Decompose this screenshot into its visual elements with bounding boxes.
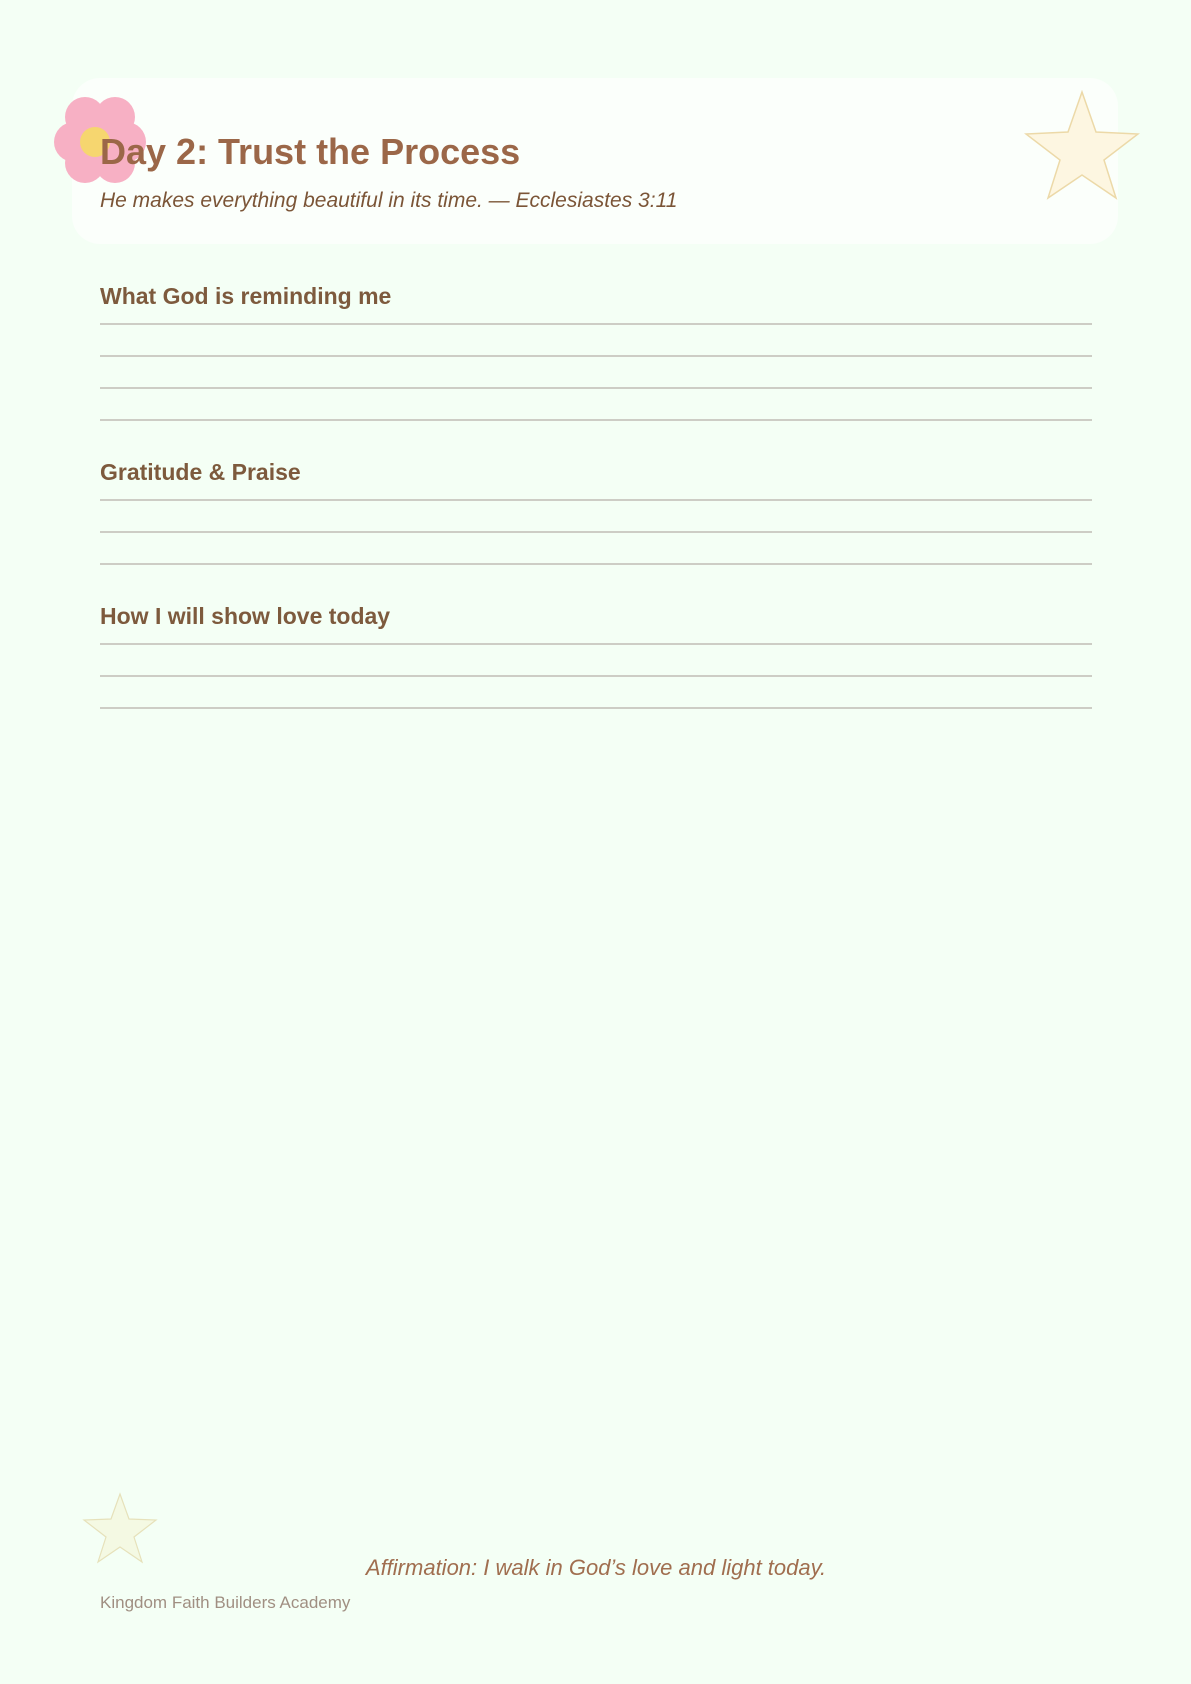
writing-line[interactable] <box>100 563 1092 565</box>
writing-line[interactable] <box>100 387 1092 389</box>
organization-name: Kingdom Faith Builders Academy <box>100 1593 351 1612</box>
section-reminder <box>100 282 1092 310</box>
page-title: Day 2: Trust the Process <box>100 131 521 172</box>
section-title: What God is reminding me <box>100 283 392 309</box>
writing-line[interactable] <box>100 499 1092 501</box>
writing-line[interactable] <box>100 643 1092 645</box>
writing-line[interactable] <box>100 675 1092 677</box>
section-gratitude <box>100 458 1092 486</box>
writing-line[interactable] <box>100 531 1092 533</box>
affirmation: Affirmation: I walk in God’s love and light today. <box>365 1555 827 1580</box>
writing-line[interactable] <box>100 419 1092 421</box>
writing-line[interactable] <box>100 323 1092 325</box>
writing-line[interactable] <box>100 707 1092 709</box>
writing-line[interactable] <box>100 355 1092 357</box>
section-title: How I will show love today <box>100 603 391 629</box>
star-icon <box>1024 90 1140 200</box>
section-title: Gratitude & Praise <box>100 459 301 485</box>
scripture-verse: He makes everything beautiful in its time. — Ecclesiastes 3:11 <box>100 189 678 212</box>
section-love <box>100 602 1092 630</box>
